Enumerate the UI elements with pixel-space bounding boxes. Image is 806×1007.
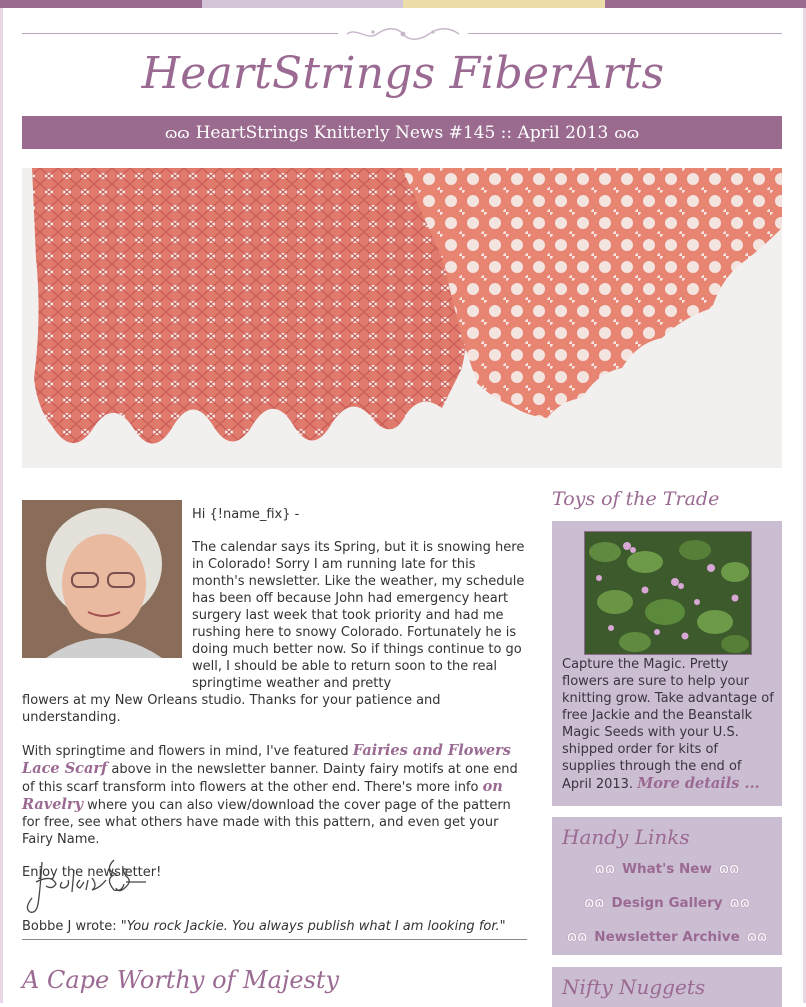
greeting: Hi {!name_fix} -: [192, 507, 300, 522]
swirl-icon: ɷɷ: [729, 895, 750, 911]
newsletter-banner: [22, 116, 782, 149]
swirl-icon: ɷɷ: [718, 861, 740, 877]
link-whats-new[interactable]: [552, 861, 782, 877]
toys-text: [562, 656, 774, 793]
link-label: What's New: [622, 861, 712, 877]
swirl-icon: ɷɷ: [566, 929, 588, 945]
quote-suffix: ": [499, 919, 506, 934]
quote-prefix: Bobbe J wrote: ": [22, 919, 127, 934]
feature-text-a: With springtime and flowers in mind, I've featured: [22, 744, 353, 759]
article-heading[interactable]: A Cape Worthy of Majesty: [22, 966, 340, 994]
more-details-link[interactable]: More details ...: [637, 775, 760, 792]
letter-body: [22, 506, 532, 897]
link-label: Newsletter Archive: [594, 929, 740, 945]
feature-text-b: above in the newsletter banner. Dainty fairy motifs at one end of this scarf transform into flowers at the other end. There's more info: [22, 762, 518, 795]
closing-text: Enjoy the newsletter!: [22, 865, 162, 880]
link-label: Design Gallery: [611, 895, 723, 911]
intro-paragraph: [22, 539, 532, 726]
feature-text-c: where you can also view/download the cover page of the pattern for free, see what others have made with this pattern, and even get your Fairy Name.: [22, 798, 511, 847]
toys-box: [552, 521, 782, 806]
link-newsletter-archive[interactable]: [552, 929, 782, 945]
scarf-link[interactable]: Fairies and Flowers Lace Scarf: [22, 742, 511, 777]
swirl-icon: ɷɷ: [746, 929, 768, 945]
swirl-icon: ɷɷ: [594, 861, 616, 877]
ravelry-link[interactable]: on Ravelry: [22, 778, 503, 813]
nifty-nuggets-title: Nifty Nuggets: [562, 975, 706, 999]
handy-links-box: [552, 817, 782, 955]
swirl-icon: ɷɷ: [584, 895, 605, 911]
testimonial-quote: [22, 919, 527, 940]
feature-paragraph: [22, 742, 532, 848]
flower-image[interactable]: [584, 531, 752, 655]
banner-text: HeartStrings Knitterly News #145 :: April 2013: [195, 122, 609, 143]
quote-text: You rock Jackie. You always publish what I am looking for.: [126, 919, 500, 934]
site-title[interactable]: HeartStrings FiberArts: [141, 48, 665, 99]
toys-title: Toys of the Trade: [552, 488, 720, 510]
color-stripe: [0, 0, 806, 8]
toys-body: Capture the Magic. Pretty flowers are sure to help your knitting grow. Take advantage of free Jackie and the Beanstalk Magic Seeds with your U.S. shipped order for kits of supplies through the end of April 2013.: [562, 657, 774, 792]
intro-text-tail: flowers at my New Orleans studio. Thanks for your patience and understanding.: [22, 693, 441, 725]
nifty-nuggets-box: [552, 967, 782, 1007]
flourish-ornament-icon: [338, 26, 468, 42]
link-design-gallery[interactable]: [552, 895, 782, 911]
swirl-right-icon: ɷɷ: [614, 123, 640, 142]
swirl-left-icon: ɷɷ: [164, 123, 190, 142]
hero-lace-scarf-image[interactable]: [22, 168, 782, 468]
handy-links-title: Handy Links: [562, 825, 690, 849]
signature-image: [22, 852, 152, 918]
intro-text: The calendar says its Spring, but it is snowing here in Colorado! Sorry I am running late for this month's newsletter. Like the weather, my schedule has been off because John had emergency heart surgery last week that took priority and had me rushing here to snowy Colorado. Fortunately he is doing much better now. So if things continue to go well, I should be able to return soon to the real springtime weather and pretty: [192, 540, 525, 691]
